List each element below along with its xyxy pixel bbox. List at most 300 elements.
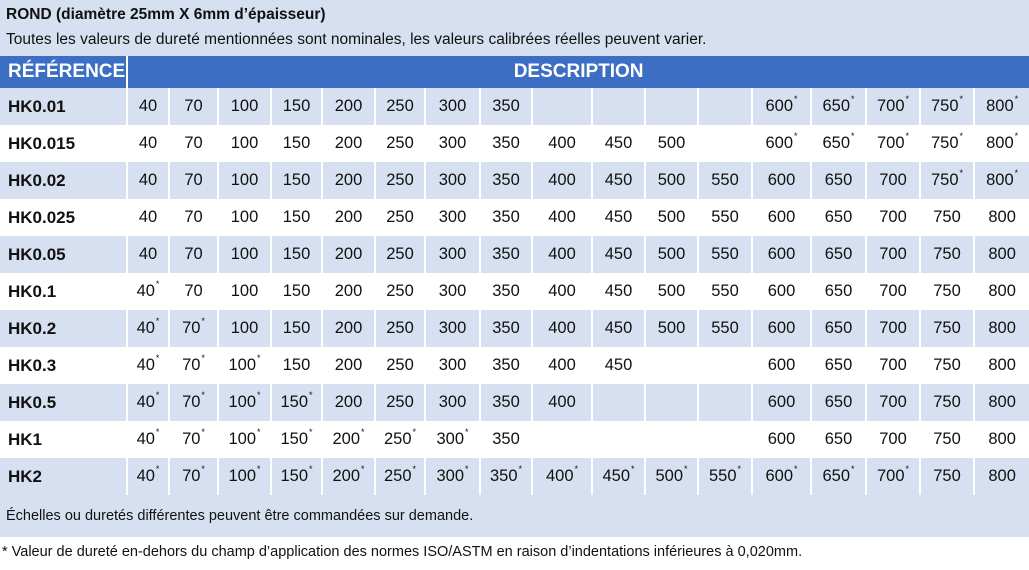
hardness-value-cell xyxy=(128,384,170,421)
hardness-value-cell xyxy=(219,310,272,347)
hardness-value: 650 xyxy=(822,134,850,152)
hardness-value-cell xyxy=(219,458,272,495)
hardness-value: 600 xyxy=(767,319,796,337)
asterisk-marker: * xyxy=(851,131,855,141)
hardness-value: 600 xyxy=(767,393,796,411)
hardness-value: 250 xyxy=(383,467,412,485)
hardness-value-cell xyxy=(481,421,533,458)
hardness-value-cell xyxy=(376,384,426,421)
hardness-value-cell xyxy=(812,236,867,273)
hardness-value: 40 xyxy=(136,319,155,337)
hardness-value-cell xyxy=(753,384,812,421)
hardness-value-cell xyxy=(219,347,272,384)
hardness-value: 800 xyxy=(988,208,1016,226)
hardness-value: 650 xyxy=(824,393,853,411)
hardness-value: 40 xyxy=(138,245,158,263)
hardness-value-cell xyxy=(867,347,921,384)
hardness-value-cell xyxy=(219,273,272,310)
asterisk-marker: * xyxy=(851,464,855,474)
hardness-value: 150 xyxy=(282,97,311,115)
hardness-value: 150 xyxy=(282,356,311,374)
asterisk-marker: * xyxy=(905,131,910,141)
hardness-value: 100 xyxy=(230,97,259,115)
hardness-value: 100 xyxy=(230,134,259,152)
table-row xyxy=(0,162,1029,199)
reference-cell: HK0.1 xyxy=(0,273,128,310)
hardness-value-cell xyxy=(921,347,975,384)
hardness-value-cell xyxy=(699,421,753,458)
hardness-value: 750 xyxy=(933,467,961,485)
reference-cell: HK0.05 xyxy=(0,236,128,273)
asterisk-marker: * xyxy=(201,427,205,437)
asterisk-marker: * xyxy=(412,427,417,437)
hardness-value-cell xyxy=(128,310,170,347)
hardness-value: 400 xyxy=(548,134,576,152)
hardness-value-cell xyxy=(170,88,219,125)
hardness-value: 650 xyxy=(824,430,853,448)
reference-cell: HK0.3 xyxy=(0,347,128,384)
hardness-value: 450 xyxy=(604,208,633,226)
hardness-value-cell xyxy=(376,88,426,125)
hardness-value: 350 xyxy=(492,245,520,263)
hardness-value: 150 xyxy=(282,134,311,152)
hardness-value-cell xyxy=(975,384,1029,421)
hardness-value: 350 xyxy=(492,208,520,226)
hardness-value: 70 xyxy=(184,171,203,189)
hardness-value-cell xyxy=(272,199,323,236)
hardness-value: 100 xyxy=(230,171,259,189)
table-row xyxy=(0,88,1029,125)
hardness-value-cell xyxy=(646,88,699,125)
hardness-value-cell xyxy=(272,421,323,458)
hardness-value-cell xyxy=(481,88,533,125)
hardness-value: 600 xyxy=(765,134,793,152)
hardness-value: 40 xyxy=(138,134,158,152)
hardness-value-cell xyxy=(426,347,481,384)
reference-cell: HK0.02 xyxy=(0,162,128,199)
asterisk-marker: * xyxy=(201,464,205,474)
hardness-value: 800 xyxy=(988,393,1016,411)
hardness-value: 650 xyxy=(824,245,853,263)
hardness-value-cell xyxy=(812,421,867,458)
hardness-value: 250 xyxy=(386,282,414,300)
hardness-value: 500 xyxy=(657,134,686,152)
hardness-value-cell xyxy=(219,236,272,273)
hardness-value: 400 xyxy=(545,467,574,485)
hardness-value: 600 xyxy=(767,282,796,300)
table-header-row xyxy=(0,56,1029,88)
hardness-value-cell xyxy=(170,199,219,236)
hardness-value: 70 xyxy=(182,430,201,448)
hardness-value: 750 xyxy=(933,356,961,374)
hardness-value-cell xyxy=(481,310,533,347)
hardness-value: 150 xyxy=(282,282,311,300)
hardness-value: 100 xyxy=(230,245,259,263)
hardness-value-cell xyxy=(128,458,170,495)
hardness-value: 750 xyxy=(930,134,959,152)
asterisk-footnote: * Valeur de dureté en-dehors du champ d’application des normes ISO/ASTM en raison d’indentations inférieures à 0,020mm. xyxy=(2,544,803,560)
hardness-value: 350 xyxy=(492,171,520,189)
hardness-value-cell xyxy=(812,125,867,162)
hardness-value-cell xyxy=(323,347,376,384)
hardness-value-cell xyxy=(272,458,323,495)
hardness-value: 70 xyxy=(182,319,201,337)
hardness-value-cell xyxy=(753,236,812,273)
hardness-value: 650 xyxy=(824,282,853,300)
hardness-value-cell xyxy=(646,199,699,236)
reference-cell: HK2 xyxy=(0,458,128,495)
hardness-value: 400 xyxy=(548,282,576,300)
hardness-value-cell xyxy=(219,384,272,421)
hardness-value: 550 xyxy=(711,282,739,300)
hardness-value-cell xyxy=(426,162,481,199)
asterisk-marker: * xyxy=(257,390,261,400)
hardness-value: 100 xyxy=(230,319,259,337)
hardness-value-cell xyxy=(867,273,921,310)
hardness-value-cell xyxy=(128,162,170,199)
hardness-value: 150 xyxy=(280,430,308,448)
hardness-value-cell xyxy=(128,88,170,125)
hardness-value-cell xyxy=(376,458,426,495)
hardness-value: 350 xyxy=(492,134,520,152)
hardness-value-cell xyxy=(646,458,699,495)
hardness-value-cell xyxy=(812,347,867,384)
hardness-value: 600 xyxy=(767,430,796,448)
hardness-value-cell xyxy=(593,162,646,199)
hardness-value-cell xyxy=(812,458,867,495)
hardness-value: 100 xyxy=(230,282,259,300)
hardness-value: 700 xyxy=(879,245,907,263)
hardness-value: 350 xyxy=(492,319,520,337)
hardness-value: 800 xyxy=(986,97,1014,115)
hardness-value: 700 xyxy=(879,171,907,189)
hardness-value: 500 xyxy=(657,208,686,226)
asterisk-marker: * xyxy=(959,131,964,141)
hardness-value: 200 xyxy=(334,134,363,152)
hardness-value: 300 xyxy=(438,319,467,337)
page-subtitle: Toutes les valeurs de dureté mentionnées sont nominales, les valeurs calibrées réelles peuvent varier. xyxy=(6,31,707,48)
hardness-value-cell xyxy=(753,88,812,125)
asterisk-marker: * xyxy=(851,94,855,104)
hardness-value: 200 xyxy=(334,356,363,374)
hardness-value: 800 xyxy=(988,319,1016,337)
hardness-value-cell xyxy=(219,125,272,162)
hardness-value-cell xyxy=(272,162,323,199)
hardness-value-cell xyxy=(812,310,867,347)
hardness-value: 40 xyxy=(138,97,158,115)
hardness-value: 700 xyxy=(879,208,907,226)
hardness-value: 400 xyxy=(548,393,576,411)
hardness-value: 700 xyxy=(876,467,905,485)
hardness-value-cell xyxy=(376,125,426,162)
hardness-value: 650 xyxy=(824,319,853,337)
asterisk-marker: * xyxy=(412,464,417,474)
hardness-value-cell xyxy=(975,347,1029,384)
hardness-value-cell xyxy=(812,199,867,236)
reference-cell: HK1 xyxy=(0,421,128,458)
hardness-value: 300 xyxy=(438,356,467,374)
hardness-value: 800 xyxy=(988,467,1016,485)
hardness-value-cell xyxy=(481,347,533,384)
asterisk-marker: * xyxy=(155,279,160,289)
hardness-value: 750 xyxy=(933,208,961,226)
hardness-value-cell xyxy=(867,310,921,347)
hardness-value: 300 xyxy=(438,97,467,115)
hardness-value-cell xyxy=(376,421,426,458)
hardness-value-cell xyxy=(533,273,593,310)
hardness-value-cell xyxy=(533,347,593,384)
hardness-value-cell xyxy=(593,199,646,236)
hardness-value-cell xyxy=(699,199,753,236)
hardness-table xyxy=(0,56,1029,495)
asterisk-marker: * xyxy=(361,464,365,474)
hardness-value-cell xyxy=(975,458,1029,495)
asterisk-marker: * xyxy=(1014,94,1019,104)
hardness-value-cell xyxy=(128,125,170,162)
hardness-value: 70 xyxy=(182,393,201,411)
hardness-value: 550 xyxy=(711,171,739,189)
hardness-value: 350 xyxy=(492,430,520,448)
hardness-value-cell xyxy=(699,236,753,273)
table-row xyxy=(0,125,1029,162)
asterisk-marker: * xyxy=(201,316,205,326)
hardness-value: 550 xyxy=(711,208,739,226)
hardness-value-cell xyxy=(593,347,646,384)
hardness-value: 450 xyxy=(604,134,633,152)
column-header-reference: RÉFÉRENCE xyxy=(0,56,128,88)
hardness-value: 400 xyxy=(548,356,576,374)
hardness-value-cell xyxy=(593,88,646,125)
hardness-value: 700 xyxy=(879,393,907,411)
hardness-value: 70 xyxy=(182,356,201,374)
hardness-value: 70 xyxy=(184,97,203,115)
hardness-value: 750 xyxy=(933,430,961,448)
hardness-value: 250 xyxy=(386,319,414,337)
hardness-value-cell xyxy=(128,273,170,310)
hardness-value: 600 xyxy=(767,245,796,263)
hardness-value: 600 xyxy=(767,356,796,374)
asterisk-marker: * xyxy=(905,94,910,104)
hardness-value-cell xyxy=(921,162,975,199)
hardness-value: 200 xyxy=(334,245,363,263)
hardness-value: 650 xyxy=(824,171,853,189)
hardness-value-cell xyxy=(646,162,699,199)
hardness-value: 550 xyxy=(708,467,737,485)
hardness-value-cell xyxy=(593,310,646,347)
hardness-value-cell xyxy=(699,310,753,347)
hardness-value-cell xyxy=(753,199,812,236)
hardness-value-cell xyxy=(481,125,533,162)
hardness-value: 250 xyxy=(386,393,414,411)
hardness-value-cell xyxy=(646,310,699,347)
hardness-value-cell xyxy=(753,421,812,458)
hardness-value-cell xyxy=(272,273,323,310)
hardness-value: 650 xyxy=(822,97,850,115)
hardness-value-cell xyxy=(272,310,323,347)
hardness-value-cell xyxy=(376,236,426,273)
hardness-value-cell xyxy=(646,236,699,273)
asterisk-marker: * xyxy=(959,94,964,104)
hardness-value: 100 xyxy=(228,356,256,374)
hardness-value: 550 xyxy=(711,319,739,337)
table-row xyxy=(0,347,1029,384)
hardness-value-cell xyxy=(812,88,867,125)
hardness-value: 500 xyxy=(657,245,686,263)
hardness-value: 150 xyxy=(282,208,311,226)
hardness-value-cell xyxy=(921,273,975,310)
hardness-value-cell xyxy=(481,458,533,495)
hardness-value: 800 xyxy=(988,245,1016,263)
hardness-value: 800 xyxy=(988,282,1016,300)
hardness-value-cell xyxy=(593,421,646,458)
hardness-value-cell xyxy=(170,421,219,458)
hardness-value: 250 xyxy=(386,245,414,263)
table-row xyxy=(0,273,1029,310)
hardness-value-cell xyxy=(975,310,1029,347)
hardness-value: 450 xyxy=(602,467,630,485)
hardness-value-cell xyxy=(867,162,921,199)
hardness-value: 750 xyxy=(933,282,961,300)
hardness-value-cell xyxy=(921,88,975,125)
hardness-value-cell xyxy=(426,236,481,273)
asterisk-marker: * xyxy=(257,353,261,363)
hardness-value-cell xyxy=(426,273,481,310)
hardness-value: 150 xyxy=(282,171,311,189)
hardness-value: 300 xyxy=(438,208,467,226)
hardness-value-cell xyxy=(481,199,533,236)
asterisk-marker: * xyxy=(257,427,261,437)
table-row xyxy=(0,458,1029,495)
hardness-value-cell xyxy=(867,199,921,236)
reference-cell: HK0.5 xyxy=(0,384,128,421)
hardness-value: 200 xyxy=(334,393,363,411)
asterisk-marker: * xyxy=(737,464,742,474)
asterisk-marker: * xyxy=(794,464,798,474)
hardness-value: 200 xyxy=(334,97,363,115)
asterisk-marker: * xyxy=(155,464,160,474)
hardness-value-cell xyxy=(323,162,376,199)
hardness-value: 150 xyxy=(282,245,311,263)
asterisk-marker: * xyxy=(257,464,261,474)
hardness-value: 300 xyxy=(436,467,464,485)
hardness-value-cell xyxy=(323,88,376,125)
hardness-value-cell xyxy=(426,421,481,458)
hardness-value: 300 xyxy=(438,282,467,300)
hardness-value-cell xyxy=(323,384,376,421)
hardness-value-cell xyxy=(699,88,753,125)
hardness-value-cell xyxy=(975,421,1029,458)
hardness-value: 500 xyxy=(657,282,686,300)
hardness-value-cell xyxy=(272,236,323,273)
hardness-value: 250 xyxy=(386,356,414,374)
hardness-value-cell xyxy=(867,421,921,458)
hardness-value: 200 xyxy=(334,282,363,300)
hardness-value: 400 xyxy=(548,208,576,226)
hardness-value-cell xyxy=(128,236,170,273)
hardness-value: 700 xyxy=(879,356,907,374)
hardness-value-cell xyxy=(170,162,219,199)
hardness-value: 200 xyxy=(332,430,360,448)
hardness-value-cell xyxy=(481,162,533,199)
reference-cell: HK0.2 xyxy=(0,310,128,347)
hardness-value-cell xyxy=(867,458,921,495)
hardness-value: 350 xyxy=(492,97,520,115)
hardness-value-cell xyxy=(699,347,753,384)
asterisk-marker: * xyxy=(155,427,160,437)
hardness-value: 250 xyxy=(386,97,414,115)
hardness-value: 250 xyxy=(386,134,414,152)
hardness-value: 750 xyxy=(933,393,961,411)
asterisk-marker: * xyxy=(201,390,205,400)
reference-cell: HK0.025 xyxy=(0,199,128,236)
hardness-value: 40 xyxy=(136,393,155,411)
hardness-value-cell xyxy=(376,347,426,384)
hardness-value: 700 xyxy=(879,282,907,300)
hardness-value: 600 xyxy=(765,467,793,485)
hardness-value: 100 xyxy=(228,467,256,485)
hardness-value-cell xyxy=(867,88,921,125)
hardness-value-cell xyxy=(481,273,533,310)
hardness-value-cell xyxy=(323,310,376,347)
hardness-value-cell xyxy=(753,310,812,347)
hardness-value-cell xyxy=(128,199,170,236)
hardness-value: 800 xyxy=(988,430,1016,448)
hardness-value: 150 xyxy=(282,319,311,337)
hardness-value-cell xyxy=(170,236,219,273)
hardness-value-cell xyxy=(323,236,376,273)
hardness-value: 70 xyxy=(184,134,203,152)
hardness-value: 350 xyxy=(489,467,518,485)
reference-cell: HK0.015 xyxy=(0,125,128,162)
hardness-value-cell xyxy=(699,458,753,495)
asterisk-marker: * xyxy=(794,131,798,141)
hardness-value-cell xyxy=(219,421,272,458)
hardness-value: 70 xyxy=(184,208,203,226)
hardness-value-cell xyxy=(646,421,699,458)
hardness-value-cell xyxy=(533,384,593,421)
hardness-value-cell xyxy=(812,384,867,421)
hardness-value: 750 xyxy=(933,319,961,337)
asterisk-marker: * xyxy=(959,168,964,178)
hardness-value-cell xyxy=(646,384,699,421)
asterisk-marker: * xyxy=(309,464,313,474)
hardness-value-cell xyxy=(753,458,812,495)
hardness-value-cell xyxy=(323,273,376,310)
hardness-value-cell xyxy=(170,125,219,162)
hardness-value-cell xyxy=(323,458,376,495)
hardness-value-cell xyxy=(975,88,1029,125)
hardness-value-cell xyxy=(533,88,593,125)
page-title: ROND (diamètre 25mm X 6mm d’épaisseur) xyxy=(6,6,326,23)
asterisk-marker: * xyxy=(518,464,523,474)
hardness-value: 600 xyxy=(767,208,796,226)
hardness-value-cell xyxy=(533,458,593,495)
hardness-value: 200 xyxy=(334,319,363,337)
hardness-value-cell xyxy=(921,236,975,273)
hardness-value: 300 xyxy=(438,134,467,152)
hardness-value-cell xyxy=(533,310,593,347)
hardness-value: 800 xyxy=(986,171,1014,189)
hardness-value-cell xyxy=(812,273,867,310)
hardness-value-cell xyxy=(699,273,753,310)
order-note: Échelles ou duretés différentes peuvent être commandées sur demande. xyxy=(6,508,474,524)
hardness-value-cell xyxy=(426,88,481,125)
hardness-value-cell xyxy=(219,162,272,199)
hardness-value: 600 xyxy=(767,171,796,189)
hardness-value-cell xyxy=(921,384,975,421)
asterisk-marker: * xyxy=(361,427,365,437)
hardness-value-cell xyxy=(533,162,593,199)
